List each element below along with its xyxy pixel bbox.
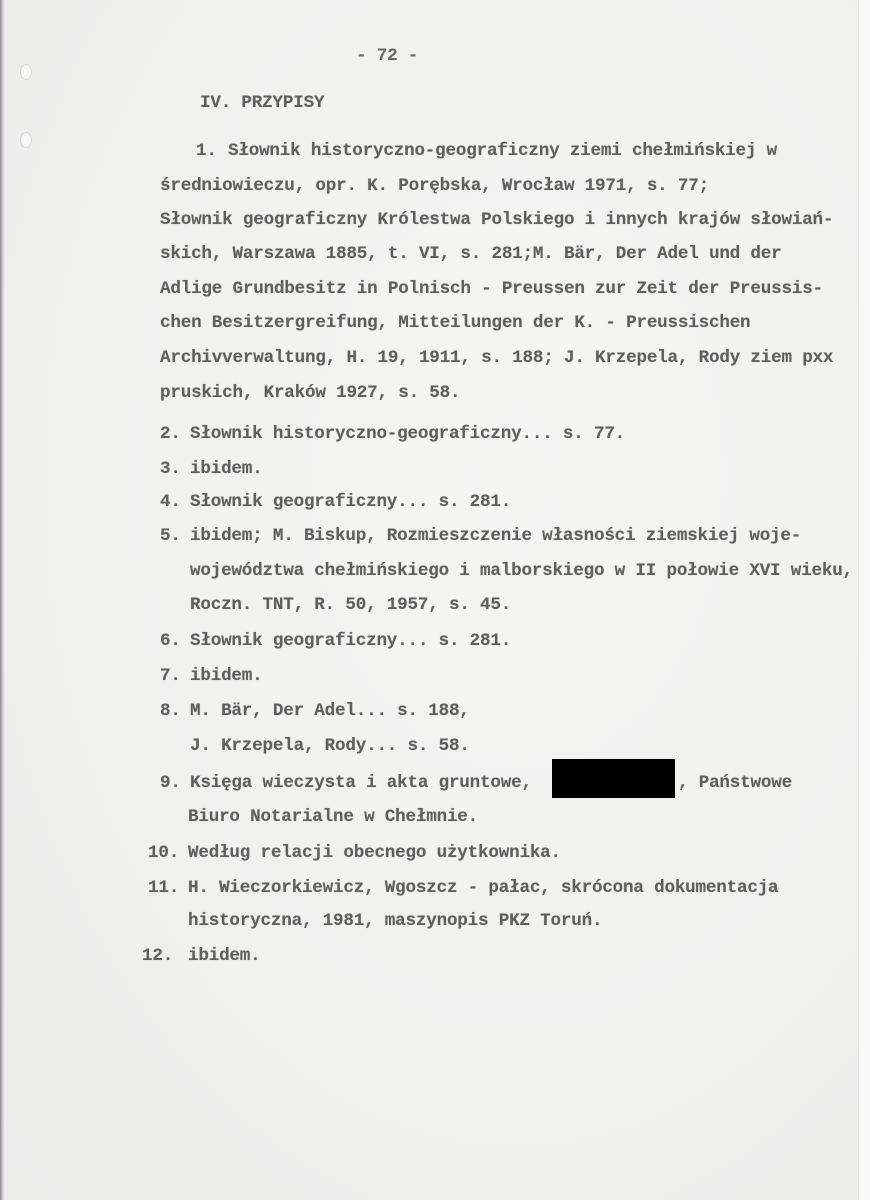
footnote-text: Księga wieczysta i akta gruntowe, xyxy=(190,773,532,793)
footnote-text: Słownik geograficzny... s. 281. xyxy=(190,631,512,651)
footnote-number: 1. xyxy=(196,141,217,161)
footnote-number: 11. xyxy=(148,878,180,898)
footnote-number: 9. xyxy=(160,773,181,793)
punch-hole xyxy=(20,132,32,148)
footnote-number: 3. xyxy=(160,459,181,479)
footnote-text: Według relacji obecnego użytkownika. xyxy=(188,843,561,863)
footnote-text: J. Krzepela, Rody... s. 58. xyxy=(190,736,470,756)
footnote-text: chen Besitzergreifung, Mitteilungen der K. - Preussischen xyxy=(160,313,751,333)
footnote-text: Słownik geograficzny... s. 281. xyxy=(190,492,512,512)
redaction-box xyxy=(552,759,675,798)
footnote-text: Roczn. TNT, R. 50, 1957, s. 45. xyxy=(190,595,512,615)
footnote-text: historyczna, 1981, maszynopis PKZ Toruń. xyxy=(188,911,603,931)
footnote-number: 7. xyxy=(160,666,181,686)
footnote-text: M. Bär, Der Adel... s. 188, xyxy=(190,701,470,721)
footnote-text: województwa chełmińskiego i malborskiego w II połowie XVI wieku, xyxy=(190,561,853,581)
scan-right-edge xyxy=(858,0,870,1200)
footnote-text: skich, Warszawa 1885, t. VI, s. 281;M. Bär, Der Adel und der xyxy=(160,244,782,264)
footnote-number: 2. xyxy=(160,424,181,444)
punch-hole xyxy=(20,64,32,80)
footnote-text: ibidem. xyxy=(190,459,263,479)
footnote-number: 12. xyxy=(142,946,174,966)
footnote-number: 8. xyxy=(160,701,181,721)
footnote-number: 6. xyxy=(160,631,181,651)
footnote-text: Słownik historyczno-geograficzny ziemi chełmińskiej w xyxy=(228,141,777,161)
footnote-text: pruskich, Kraków 1927, s. 58. xyxy=(160,383,461,403)
footnote-text: ibidem. xyxy=(188,946,261,966)
footnote-text: Słownik historyczno-geograficzny... s. 77. xyxy=(190,424,626,444)
page-number: - 72 - xyxy=(356,46,419,66)
section-heading: IV. PRZYPISY xyxy=(200,93,325,113)
footnote-number: 5. xyxy=(160,526,181,546)
footnote-number: 4. xyxy=(160,492,181,512)
footnote-text: Słownik geograficzny Królestwa Polskiego i innych krajów słowiań- xyxy=(160,210,834,230)
footnote-text: ibidem. xyxy=(190,666,263,686)
footnote-text: ibidem; M. Biskup, Rozmieszczenie własności ziemskiej woje- xyxy=(190,526,802,546)
footnote-text: średniowieczu, opr. K. Porębska, Wrocław 1971, s. 77; xyxy=(160,176,709,196)
footnote-text: Biuro Notarialne w Chełmnie. xyxy=(188,807,479,827)
footnote-text: Adlige Grundbesitz in Polnisch - Preussen zur Zeit der Preussis- xyxy=(160,279,823,299)
footnote-text: Archivverwaltung, H. 19, 1911, s. 188; J. Krzepela, Rody ziem pxx xyxy=(160,348,834,368)
footnote-number: 10. xyxy=(148,843,180,863)
footnote-text: , Państwowe xyxy=(678,773,792,793)
footnote-text: H. Wieczorkiewicz, Wgoszcz - pałac, skrócona dokumentacja xyxy=(188,878,779,898)
